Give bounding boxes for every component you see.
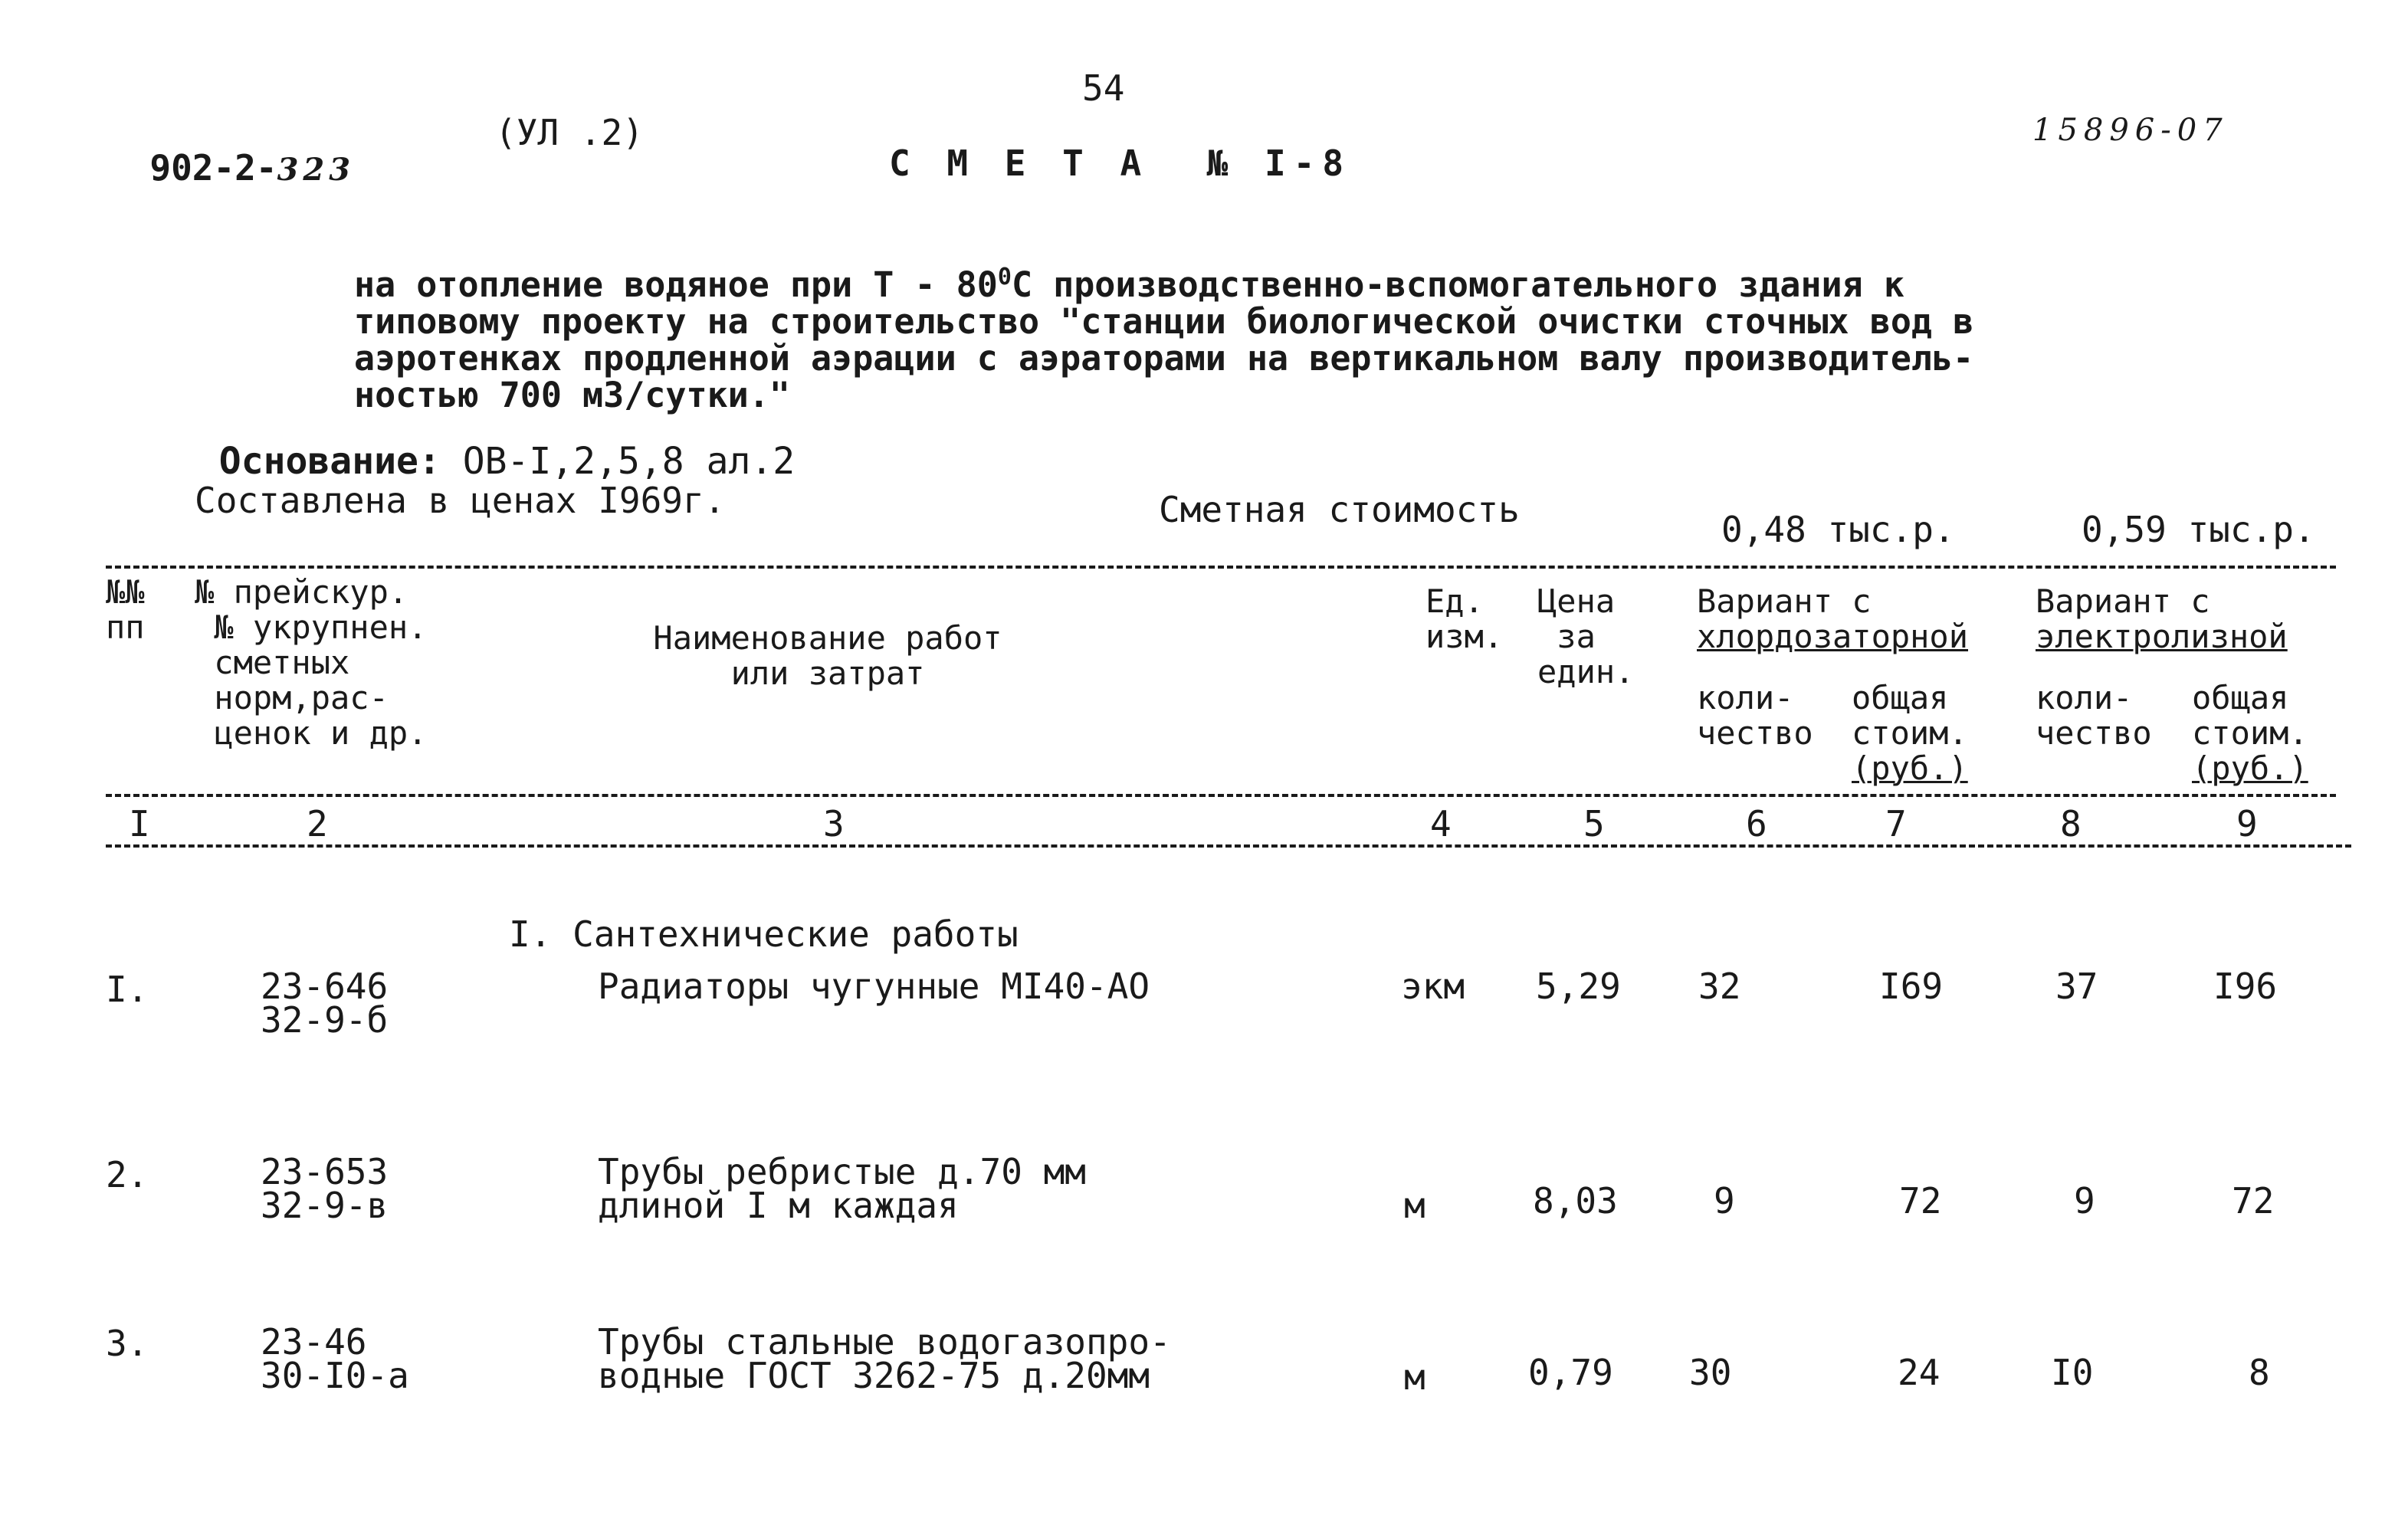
document-title: С М Е Т А № I-8 bbox=[889, 143, 1352, 184]
row2-number: 2. bbox=[106, 1154, 149, 1195]
column-number-2: 2 bbox=[307, 803, 328, 844]
header-col6-line1: коли- bbox=[1697, 679, 1794, 717]
header-col5-line2: за bbox=[1537, 618, 1596, 655]
header-col9-line2: стоим. bbox=[2192, 714, 2308, 752]
row1-cost2: I96 bbox=[2213, 966, 2278, 1007]
column-number-8: 8 bbox=[2060, 803, 2082, 844]
row2-code1: 23-653 bbox=[261, 1151, 389, 1192]
row2-price: 8,03 bbox=[1533, 1180, 1618, 1222]
description-line-4: ностью 700 м3/сутки." bbox=[354, 375, 790, 415]
header-col4-line2: изм. bbox=[1425, 618, 1504, 655]
header-col7 bbox=[1852, 680, 1968, 786]
row3-cost2: 8 bbox=[2249, 1352, 2270, 1393]
estimate-description bbox=[354, 222, 1973, 414]
row3-name2: водные ГОСТ 3262-75 д.20мм bbox=[598, 1355, 1150, 1396]
row3-unit: м bbox=[1404, 1356, 1425, 1398]
row3-qty1: 30 bbox=[1689, 1352, 1732, 1393]
header-col8-line1: коли- bbox=[2036, 679, 2133, 717]
header-col5-line3: един. bbox=[1537, 653, 1635, 690]
row2-cost1: 72 bbox=[1899, 1180, 1942, 1222]
row1-qty1: 32 bbox=[1698, 966, 1741, 1007]
column-number-9: 9 bbox=[2236, 803, 2258, 844]
column-number-1: I bbox=[129, 803, 150, 844]
row1-name: Радиаторы чугунные MI40-AO bbox=[598, 966, 1150, 1007]
row3-code2: 30-I0-а bbox=[261, 1355, 409, 1396]
description-line-3: аэротенках продленной аэрации с аэраторами на вертикальном валу производитель- bbox=[354, 338, 1974, 379]
row2-name: Трубы ребристые д.70 мм bbox=[598, 1151, 1086, 1192]
header-variant2-line1: Вариант с bbox=[2036, 582, 2210, 620]
row2-code2: 32-9-в bbox=[261, 1185, 389, 1226]
column-numbers-bottom-rule bbox=[106, 844, 2351, 848]
row1-unit: экм bbox=[1401, 966, 1465, 1007]
column-number-5: 5 bbox=[1583, 803, 1605, 844]
header-col4-line1: Ед. bbox=[1425, 582, 1484, 620]
header-col1 bbox=[106, 575, 145, 645]
row3-number: 3. bbox=[106, 1323, 149, 1364]
variant2-total-cost: 0,59 тыс.р. bbox=[2082, 509, 2315, 550]
row2-unit: м bbox=[1404, 1185, 1425, 1226]
header-col3-line2: или затрат bbox=[730, 654, 925, 692]
row2-cost2: 72 bbox=[2232, 1180, 2275, 1222]
album-code: (УЛ .2) bbox=[495, 112, 644, 153]
header-col4 bbox=[1425, 584, 1503, 654]
header-col3-line1: Наименование работ bbox=[653, 619, 1002, 657]
inventory-number: 15896-07 bbox=[2032, 113, 2229, 148]
doc-code-printed: 902-2- bbox=[149, 147, 277, 189]
variant1-total-cost: 0,48 тыс.р. bbox=[1721, 509, 1955, 550]
description-line-1-rest: C производственно-вспомогательного здания к bbox=[1011, 264, 1904, 305]
row3-price: 0,79 bbox=[1528, 1352, 1613, 1393]
column-number-4: 4 bbox=[1430, 803, 1452, 844]
header-variant1-line1: Вариант с bbox=[1697, 582, 1872, 620]
header-variant2-line2: электролизной bbox=[2036, 618, 2288, 655]
column-number-7: 7 bbox=[1885, 803, 1907, 844]
row3-code1: 23-46 bbox=[261, 1321, 367, 1363]
header-col8 bbox=[2036, 680, 2152, 751]
basis-value: ОВ-I,2,5,8 ал.2 bbox=[462, 440, 796, 483]
header-col2 bbox=[195, 575, 427, 751]
header-col2-line3: сметных bbox=[195, 644, 350, 681]
header-col9-line3: (руб.) bbox=[2192, 749, 2308, 787]
header-variant1 bbox=[1697, 584, 1968, 654]
degree-superscript: 0 bbox=[997, 264, 1012, 290]
header-col2-line1: № прейскур. bbox=[195, 573, 408, 611]
basis bbox=[175, 406, 796, 483]
row2-qty1: 9 bbox=[1714, 1180, 1735, 1222]
header-col2-line4: норм,рас- bbox=[195, 679, 389, 717]
row3-cost1: 24 bbox=[1898, 1352, 1941, 1393]
row1-code1: 23-646 bbox=[261, 966, 389, 1007]
header-col7-line3: (руб.) bbox=[1852, 749, 1968, 787]
header-col9 bbox=[2192, 680, 2308, 786]
header-col3 bbox=[598, 621, 1058, 691]
header-col6 bbox=[1697, 680, 1813, 751]
section-title: I. Сантехнические работы bbox=[509, 913, 1019, 955]
header-col7-line2: стоим. bbox=[1852, 714, 1968, 752]
column-number-3: 3 bbox=[823, 803, 845, 844]
row3-name: Трубы стальные водогазопро- bbox=[598, 1321, 1171, 1363]
prices-composed: Составлена в ценах I969г. bbox=[195, 480, 726, 521]
row1-number: I. bbox=[106, 969, 149, 1010]
table-top-rule bbox=[106, 566, 2336, 569]
row1-qty2: 37 bbox=[2055, 966, 2098, 1007]
row1-cost1: I69 bbox=[1879, 966, 1944, 1007]
description-line-1: на отопление водяное при T - 80 bbox=[354, 264, 998, 305]
doc-code bbox=[107, 115, 356, 189]
header-bottom-rule bbox=[106, 794, 2336, 797]
header-col2-line5: ценок и др. bbox=[195, 714, 428, 752]
page-number: 54 bbox=[1082, 67, 1125, 109]
basis-label: Основание: bbox=[218, 440, 441, 483]
header-col5 bbox=[1537, 584, 1634, 690]
row1-price: 5,29 bbox=[1536, 966, 1621, 1007]
header-col9-line1: общая bbox=[2192, 679, 2289, 717]
header-col1-line2: пп bbox=[106, 608, 145, 646]
header-col6-line2: чество bbox=[1697, 714, 1813, 752]
row2-qty2: 9 bbox=[2074, 1180, 2095, 1222]
estimated-cost-label: Сметная стоимость bbox=[1159, 489, 1520, 530]
header-col2-line2: № укрупнен. bbox=[195, 608, 428, 646]
row3-qty2: I0 bbox=[2051, 1352, 2094, 1393]
header-col7-line1: общая bbox=[1852, 679, 1949, 717]
header-variant2 bbox=[2036, 584, 2288, 654]
header-col8-line2: чество bbox=[2036, 714, 2152, 752]
description-line-2: типовому проекту на строительство "станции биологической очистки сточных вод в bbox=[354, 301, 1974, 342]
header-variant1-line2: хлордозаторной bbox=[1697, 618, 1969, 655]
row1-code2: 32-9-б bbox=[261, 999, 389, 1041]
row2-name2: длиной I м каждая bbox=[598, 1185, 959, 1226]
header-col5-line1: Цена bbox=[1537, 582, 1616, 620]
header-col1-line1: №№ bbox=[106, 573, 145, 611]
doc-code-handwritten: 323 bbox=[277, 152, 356, 188]
column-number-6: 6 bbox=[1746, 803, 1767, 844]
